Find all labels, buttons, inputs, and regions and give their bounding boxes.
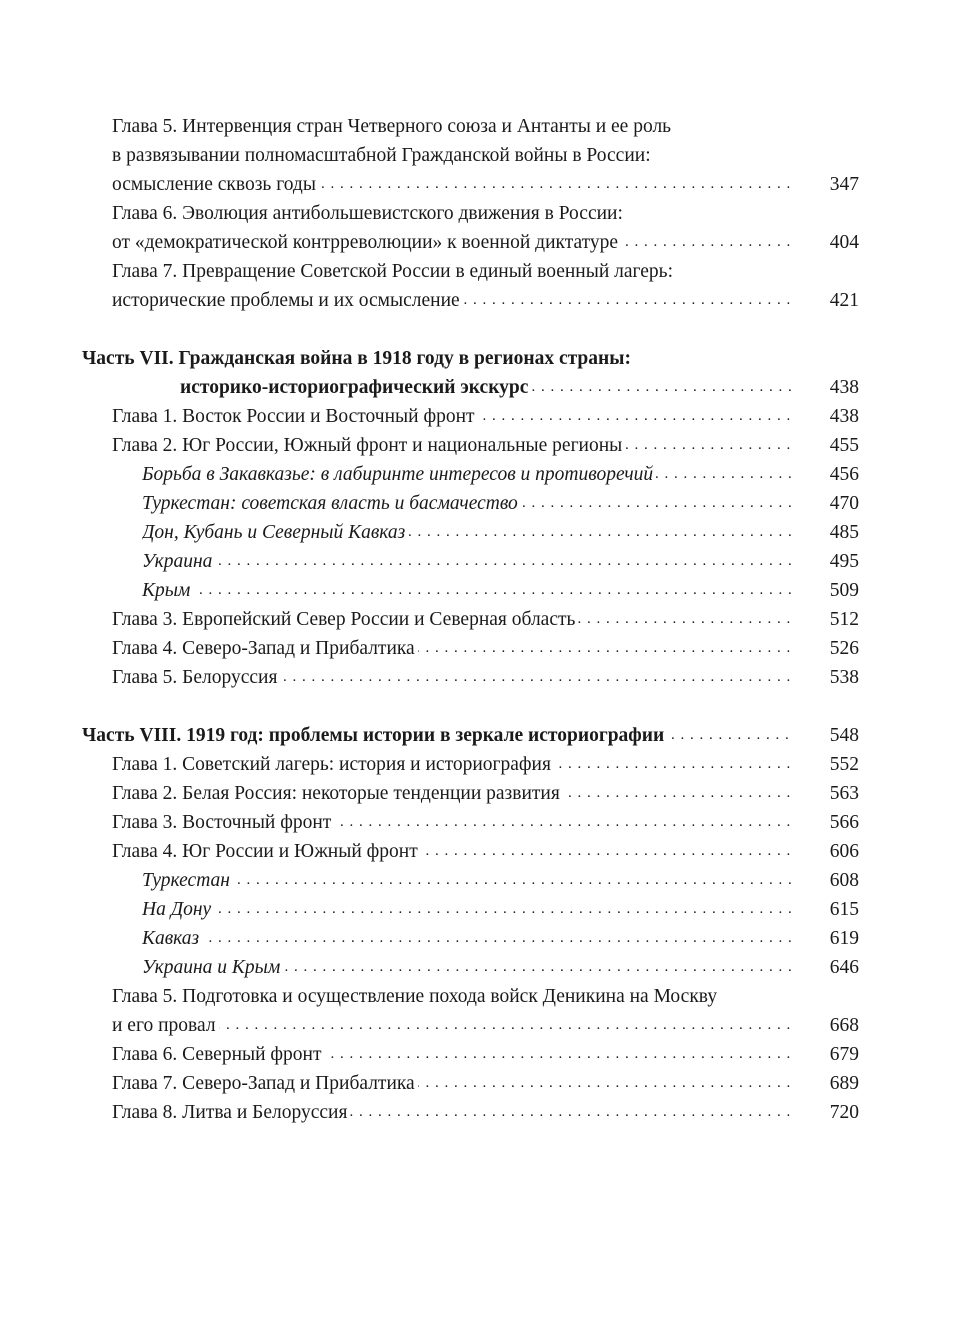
toc-subsection xyxy=(0,866,963,895)
toc-subsection xyxy=(0,518,963,547)
page-number: 689 xyxy=(829,1073,859,1094)
toc-entry xyxy=(0,663,963,692)
toc-entry-title: осмысление сквозь годы xyxy=(112,170,319,199)
toc-entry xyxy=(0,431,963,460)
toc-entry-title: Глава 2. Юг России, Южный фронт и национальные регионы xyxy=(112,431,625,460)
part-title: историко-историографический экскурс xyxy=(180,373,531,402)
toc-entry xyxy=(0,634,963,663)
page-number: 404 xyxy=(829,232,859,253)
toc-subsection xyxy=(0,924,963,953)
page-number: 668 xyxy=(829,1015,859,1036)
toc-subsection-title: На Дону xyxy=(142,895,214,924)
toc-subsection xyxy=(0,576,963,605)
page-number: 470 xyxy=(829,493,859,514)
toc-entry-title: Глава 5. Подготовка и осуществление похода войск Деникина на Москву xyxy=(112,986,718,1007)
page-number: 485 xyxy=(829,522,859,543)
table-of-contents xyxy=(0,112,963,1127)
toc-entry xyxy=(0,750,963,779)
toc-subsection-title: Кавказ xyxy=(142,924,202,953)
toc-entry-title: Глава 6. Северный фронт xyxy=(112,1040,325,1069)
toc-entry-title: исторические проблемы и их осмысление xyxy=(112,286,463,315)
toc-entry-title: Глава 4. Северо-Запад и Прибалтика xyxy=(112,634,418,663)
page-number: 347 xyxy=(829,174,859,195)
part-title: Часть VII. Гражданская война в 1918 году в регионах страны: xyxy=(82,348,631,369)
toc-subsection-title: Туркестан xyxy=(142,866,233,895)
toc-subsection xyxy=(0,547,963,576)
page-number: 720 xyxy=(829,1102,859,1123)
toc-entry xyxy=(0,1040,963,1069)
page-number: 563 xyxy=(829,783,859,804)
toc-subsection-title: Крым xyxy=(142,576,193,605)
toc-subsection xyxy=(0,895,963,924)
toc-entry-title: и его провал xyxy=(112,1011,219,1040)
toc-entry-title: от «демократической контрреволюции» к военной диктатуре xyxy=(112,228,621,257)
toc-entry-chapter-6 xyxy=(0,199,963,257)
toc-entry xyxy=(0,1069,963,1098)
toc-subsection-title: Дон, Кубань и Северный Кавказ xyxy=(142,518,408,547)
toc-entry-title: Глава 1. Советский лагерь: история и историография xyxy=(112,750,554,779)
page-number: 538 xyxy=(829,667,859,688)
page-number: 512 xyxy=(829,609,859,630)
page-number: 619 xyxy=(829,928,859,949)
page-number: 456 xyxy=(829,464,859,485)
toc-entry xyxy=(0,605,963,634)
toc-entry-title: Глава 7. Превращение Советской России в единый военный лагерь: xyxy=(112,261,673,282)
toc-part-8 xyxy=(0,721,963,750)
page-number: 526 xyxy=(829,638,859,659)
toc-entry xyxy=(0,837,963,866)
toc-entry-title: Глава 3. Восточный фронт xyxy=(112,808,334,837)
toc-subsection xyxy=(0,460,963,489)
toc-subsection-title: Украина xyxy=(142,547,215,576)
page-number: 552 xyxy=(829,754,859,775)
toc-entry-title: Глава 3. Европейский Север России и Северная область xyxy=(112,605,578,634)
toc-entry-title: Глава 5. Белоруссия xyxy=(112,663,280,692)
toc-entry-title: Глава 8. Литва и Белоруссия xyxy=(112,1098,350,1127)
toc-entry-title: Глава 4. Юг России и Южный фронт xyxy=(112,837,421,866)
toc-subsection xyxy=(0,953,963,982)
toc-subsection-title: Борьба в Закавказье: в лабиринте интересов и противоречий xyxy=(142,460,656,489)
toc-subsection xyxy=(0,489,963,518)
page-number: 608 xyxy=(829,870,859,891)
page-number: 615 xyxy=(829,899,859,920)
page-number: 566 xyxy=(829,812,859,833)
page-number: 455 xyxy=(829,435,859,456)
page-number: 438 xyxy=(829,406,859,427)
toc-entry-title: Глава 6. Эволюция антибольшевистского движения в России: xyxy=(112,203,623,224)
toc-entry-title: Глава 7. Северо-Запад и Прибалтика xyxy=(112,1069,418,1098)
toc-entry-chapter-5-moscow xyxy=(0,982,963,1040)
toc-entry xyxy=(0,808,963,837)
toc-entry-title: в развязывании полномасштабной Гражданской войны в России: xyxy=(112,145,651,166)
part-title: Часть VIII. 1919 год: проблемы истории в зеркале историографии xyxy=(82,721,667,750)
page-number: 606 xyxy=(829,841,859,862)
toc-entry xyxy=(0,779,963,808)
toc-entry xyxy=(0,1098,963,1127)
page-number: 421 xyxy=(829,290,859,311)
toc-entry-title: Глава 1. Восток России и Восточный фронт xyxy=(112,402,478,431)
page-number: 679 xyxy=(829,1044,859,1065)
toc-subsection-title: Туркестан: советская власть и басмачество xyxy=(142,489,521,518)
toc-subsection-title: Украина и Крым xyxy=(142,953,283,982)
toc-entry-chapter-5 xyxy=(0,112,963,199)
toc-entry-title: Глава 5. Интервенция стран Четверного союза и Антанты и ее роль xyxy=(112,116,672,137)
page-number: 646 xyxy=(829,957,859,978)
page-number: 509 xyxy=(829,580,859,601)
toc-entry-title: Глава 2. Белая Россия: некоторые тенденции развития xyxy=(112,779,563,808)
page-number: 495 xyxy=(829,551,859,572)
page-number: 548 xyxy=(829,725,859,746)
toc-entry-chapter-7 xyxy=(0,257,963,315)
toc-entry xyxy=(0,402,963,431)
toc-part-7 xyxy=(0,344,963,402)
page-number: 438 xyxy=(829,377,859,398)
